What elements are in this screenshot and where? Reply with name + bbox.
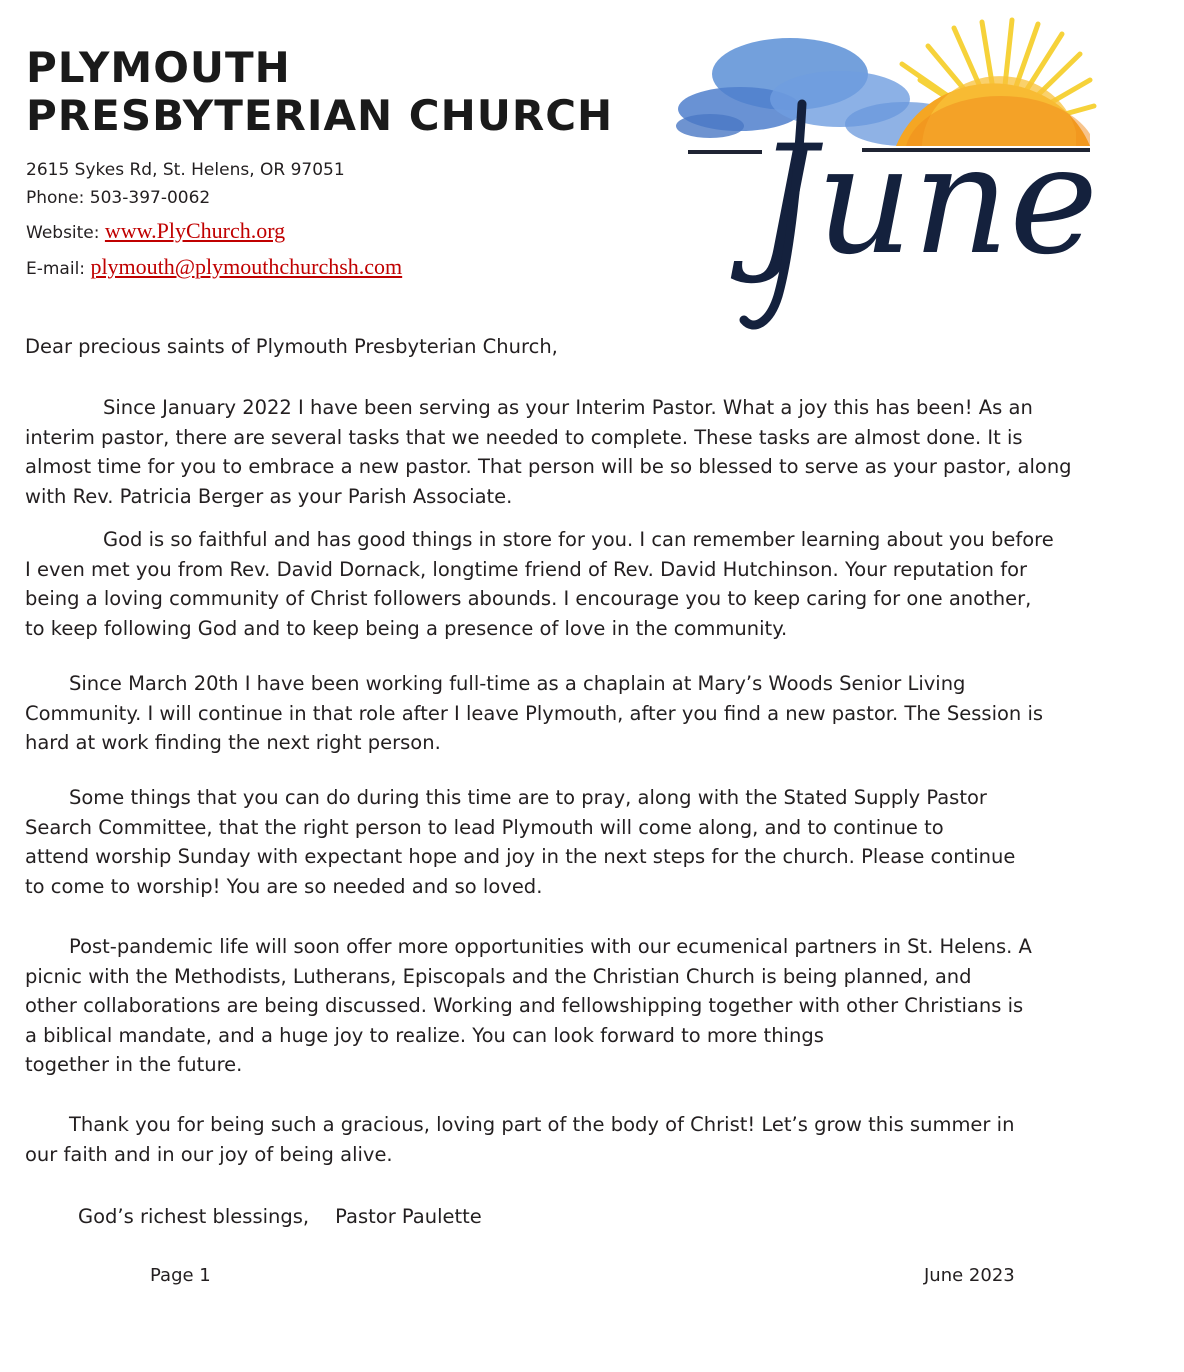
paragraph-1-line: with Rev. Patricia Berger as your Parish Associate. [25, 484, 513, 508]
church-name-line2: PRESBYTERIAN CHURCH [26, 91, 614, 140]
paragraph-4-line: Search Committee, that the right person to lead Plymouth will come along, and to continue to [25, 815, 944, 839]
church-address: 2615 Sykes Rd, St. Helens, OR 97051 [26, 160, 345, 180]
closing-row [78, 1202, 482, 1232]
email-row [26, 254, 402, 280]
email-label: E-mail: [26, 259, 91, 279]
salutation: Dear precious saints of Plymouth Presbyterian Church, [25, 335, 558, 358]
signature: Pastor Paulette [335, 1205, 482, 1228]
church-name-line1: PLYMOUTH [26, 43, 291, 92]
church-name [26, 44, 613, 140]
church-phone: Phone: 503-397-0062 [26, 188, 211, 208]
paragraph-5 [25, 932, 1032, 1080]
closing: God’s richest blessings, [78, 1205, 310, 1228]
paragraph-6-line: Thank you for being such a gracious, loving part of the body of Christ! Let’s grow this summer in [69, 1113, 1015, 1136]
website-link[interactable]: www.PlyChurch.org [104, 218, 286, 243]
paragraph-6 [25, 1110, 1014, 1169]
june-logo [670, 14, 1100, 344]
paragraph-5-line: a biblical mandate, and a huge joy to realize. You can look forward to more things [25, 1023, 824, 1047]
paragraph-3-line: Since March 20th I have been working full-time as a chaplain at Mary’s Woods Senior Living [69, 672, 966, 695]
paragraph-1-line: Since January 2022 I have been serving as your Interim Pastor. What a joy this has been! As an [103, 396, 1033, 419]
email-link[interactable]: plymouth@plymouthchurchsh.com [90, 254, 403, 279]
paragraph-2-line: to keep following God and to keep being a presence of love in the community. [25, 616, 788, 640]
page-number: Page 1 [150, 1265, 211, 1286]
paragraph-4-line: to come to worship! You are so needed and so loved. [25, 874, 543, 898]
issue-date: June 2023 [924, 1265, 1015, 1286]
paragraph-1-line: almost time for you to embrace a new pastor. That person will be so blessed to serve as your pastor, along [25, 455, 1072, 479]
paragraph-4-line: attend worship Sunday with expectant hope and joy in the next steps for the church. Please continue [25, 845, 1016, 869]
paragraph-4 [25, 783, 1015, 901]
paragraph-2-line: God is so faithful and has good things in store for you. I can remember learning about you before [103, 528, 1054, 551]
paragraph-5-line: other collaborations are being discussed. Working and fellowshipping together with other Christians is [25, 994, 1024, 1018]
paragraph-5-line: Post-pandemic life will soon offer more opportunities with our ecumenical partners in St. Helens. A [69, 935, 1032, 958]
paragraph-1 [25, 393, 1072, 511]
june-script: June [756, 114, 1099, 288]
paragraph-2-line: being a loving community of Christ followers abounds. I encourage you to keep caring for one another, [25, 587, 1032, 611]
paragraph-4-line: Some things that you can do during this time are to pray, along with the Stated Supply Pastor [69, 786, 987, 809]
paragraph-5-line: picnic with the Methodists, Lutherans, Episcopals and the Christian Church is being planned, and [25, 964, 972, 988]
paragraph-3-line: hard at work finding the next right person. [25, 731, 441, 755]
paragraph-3-line: Community. I will continue in that role after I leave Plymouth, after you find a new pastor. The Session is [25, 701, 1044, 725]
paragraph-1-line: interim pastor, there are several tasks that we needed to complete. These tasks are almost done. It is [25, 425, 1023, 449]
paragraph-2-line: I even met you from Rev. David Dornack, longtime friend of Rev. David Hutchinson. Your reputation for [25, 557, 1028, 581]
paragraph-3 [25, 669, 1043, 758]
paragraph-5-line: together in the future. [25, 1053, 243, 1077]
paragraph-2 [25, 525, 1054, 643]
website-row [26, 218, 285, 244]
paragraph-6-line: our faith and in our joy of being alive. [25, 1142, 393, 1166]
website-label: Website: [26, 223, 105, 243]
